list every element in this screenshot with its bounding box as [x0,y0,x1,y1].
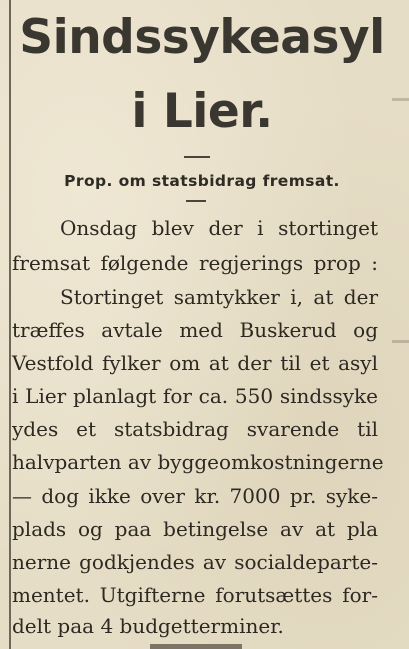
body-line: delt paa 4 budgetterminer. [12,614,284,638]
body-line: ydes et statsbidrag svarende til [12,417,378,441]
body-line: fremsat følgende regjerings prop : [12,251,378,275]
show-through-mark [392,98,409,101]
body-line: halvparten av byggeomkostningerne [12,450,384,474]
headline-line-2: i Lier. [131,84,273,139]
subheading: Prop. om statsbidrag fremsat. [64,172,340,190]
subheading-divider [186,200,206,202]
body-line: træffes avtale med Buskerud og [12,318,378,342]
body-line: nerne godkjendes av socialdeparte- [12,550,378,574]
body-line: Vestfold fylker om at der til et asyl [12,351,378,375]
column-end-rule [150,644,242,649]
body-line: i Lier planlagt for ca. 550 sindssyke [12,384,378,408]
body-line: — dog ikke over kr. 7000 pr. syke- [12,484,378,508]
headline-line-1: Sindssykeasyl [19,10,385,65]
body-line: mentet. Utgifterne forutsættes for- [12,583,378,607]
show-through-mark [392,340,409,343]
body-line: Onsdag blev der i stortinget [60,216,378,240]
body-line: Stortinget samtykker i, at der [60,285,378,309]
body-line: plads og paa betingelse av at pla [12,517,378,541]
column-rule [9,0,11,649]
headline-divider [184,156,210,158]
